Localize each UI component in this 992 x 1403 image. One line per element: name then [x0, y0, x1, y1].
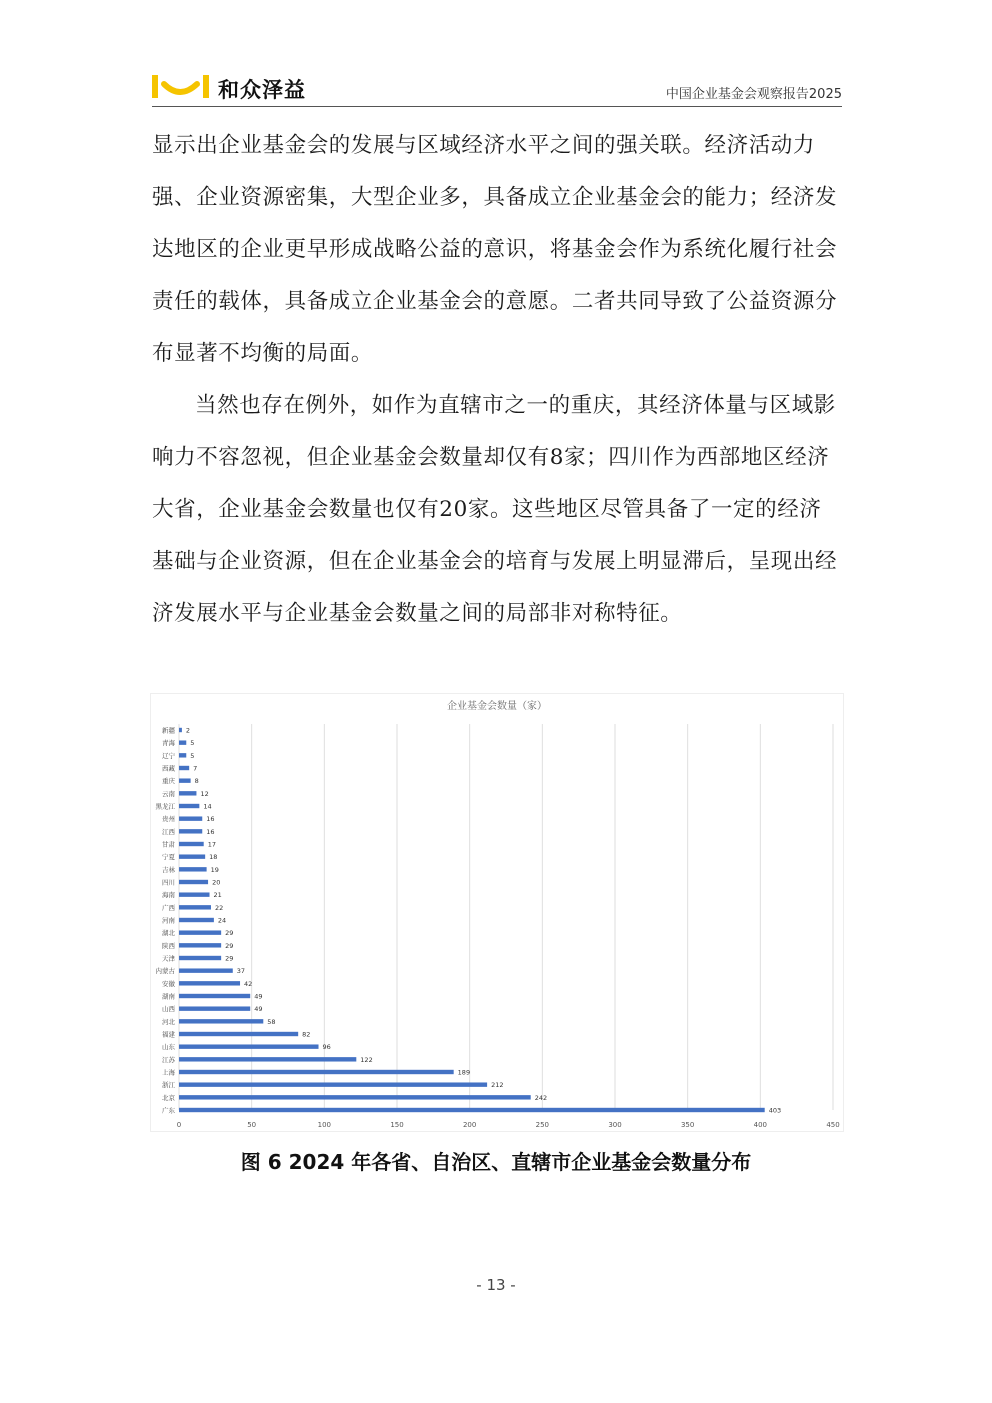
brand-logo [152, 70, 362, 100]
x-tick-label: 400 [753, 1121, 768, 1129]
data-label: 189 [457, 1068, 471, 1077]
bar [179, 753, 186, 757]
y-category-label: 贵州 [162, 815, 175, 824]
bar [179, 968, 233, 972]
y-category-label: 湖北 [162, 929, 175, 938]
x-tick-label: 100 [317, 1121, 332, 1129]
bar [179, 943, 221, 947]
y-category-label: 重庆 [162, 777, 175, 786]
y-category-label: 江苏 [162, 1055, 175, 1064]
bar [179, 854, 205, 858]
bar [179, 804, 199, 808]
x-tick-label: 300 [608, 1121, 622, 1129]
x-tick-label: 50 [247, 1121, 257, 1129]
bar [179, 1082, 487, 1086]
y-category-label: 江西 [162, 827, 175, 836]
y-category-label: 四川 [162, 878, 175, 887]
bar [179, 1070, 454, 1074]
data-label: 16 [206, 827, 215, 836]
bar [179, 791, 196, 795]
y-category-label: 浙江 [162, 1081, 175, 1090]
body-text [152, 120, 842, 640]
data-label: 21 [213, 891, 222, 900]
y-category-label: 青海 [162, 739, 175, 748]
data-label: 29 [225, 929, 234, 938]
data-label: 403 [768, 1106, 782, 1115]
bar [179, 1057, 356, 1061]
bar [179, 728, 182, 732]
chart-title: 企业基金会数量（家） [447, 701, 547, 712]
data-label: 8 [194, 777, 199, 786]
data-label: 18 [209, 853, 218, 862]
y-category-label: 西藏 [162, 764, 175, 773]
y-category-label: 甘肃 [162, 840, 175, 849]
y-category-label: 广西 [162, 903, 175, 912]
y-category-label: 陕西 [162, 941, 175, 950]
y-category-label: 福建 [162, 1030, 175, 1039]
bar [179, 1006, 250, 1010]
data-label: 37 [236, 967, 246, 976]
data-label: 49 [254, 992, 263, 1001]
y-category-label: 海南 [162, 891, 175, 900]
report-title: 中国企业基金会观察报告2025 [665, 87, 842, 102]
y-category-label: 吉林 [162, 865, 175, 874]
y-category-label: 天津 [162, 954, 175, 963]
data-label: 5 [190, 751, 195, 760]
x-tick-label: 0 [176, 1121, 182, 1129]
y-category-label: 河南 [162, 916, 175, 925]
data-label: 20 [212, 878, 221, 887]
y-category-label: 北京 [162, 1093, 175, 1102]
y-category-label: 黑龙江 [155, 802, 175, 811]
bar [179, 918, 214, 922]
paragraph: 当然也存在例外，如作为直辖市之一的重庆，其经济体量与区域影响力不容忽视，但企业基金会数量却仅有8家；四川作为西部地区经济大省，企业基金会数量也仅有20家。这些地区尽管具备了一定的经济基础与企业资源，但在企业基金会的培育与发展上明显滞后，呈现出经济发展水平与企业基金会数量之间的局部非对称特征。 [152, 393, 838, 626]
bar [179, 1019, 263, 1023]
x-tick-label: 150 [390, 1121, 404, 1129]
data-label: 7 [193, 764, 198, 773]
bar [179, 867, 207, 871]
bar [179, 766, 189, 770]
y-category-label: 内蒙古 [155, 967, 175, 976]
bar [179, 1108, 765, 1112]
bar [179, 981, 240, 985]
y-category-label: 河北 [162, 1017, 175, 1026]
bar [179, 892, 210, 896]
bar [179, 829, 202, 833]
data-label: 22 [214, 903, 224, 912]
bar [179, 880, 208, 884]
data-label: 29 [225, 941, 234, 950]
data-label: 82 [302, 1030, 311, 1039]
bar [179, 842, 204, 846]
logo-mark-icon [152, 70, 214, 100]
data-label: 19 [210, 865, 219, 874]
bar [179, 1095, 531, 1099]
y-category-label: 安徽 [162, 979, 175, 988]
figure-caption: 图 6 2024 年各省、自治区、直辖市企业基金会数量分布 [240, 1150, 752, 1174]
data-label: 12 [200, 789, 209, 798]
y-category-label: 云南 [162, 789, 175, 798]
y-category-label: 山西 [162, 1005, 175, 1014]
y-category-label: 广东 [162, 1106, 175, 1115]
bar [179, 1044, 319, 1048]
x-tick-label: 200 [462, 1121, 477, 1129]
data-label: 242 [534, 1093, 548, 1102]
paragraph: 显示出企业基金会的发展与区域经济水平之间的强关联。经济活动力强、企业资源密集，大型企业多，具备成立企业基金会的能力；经济发达地区的企业更早形成战略公益的意识，将基金会作为系统化履行社会责任的载体，具备成立企业基金会的意愿。二者共同导致了公益资源分布显著不均衡的局面。 [152, 133, 838, 366]
bar [179, 740, 186, 744]
bar-chart [150, 693, 844, 1132]
bar [179, 1032, 298, 1036]
data-label: 17 [207, 840, 216, 849]
y-category-label: 新疆 [162, 726, 175, 735]
data-label: 49 [254, 1005, 263, 1014]
bar [179, 994, 250, 998]
page-header [152, 66, 842, 107]
page-number: - 13 - [476, 1276, 516, 1294]
bar [179, 905, 211, 909]
bar [179, 778, 191, 782]
bar [179, 816, 202, 820]
y-category-label: 上海 [162, 1068, 175, 1077]
data-label: 212 [491, 1081, 504, 1090]
x-tick-label: 350 [680, 1121, 695, 1129]
bar [179, 930, 221, 934]
data-label: 42 [244, 979, 253, 988]
y-category-label: 宁夏 [162, 853, 175, 862]
data-label: 16 [206, 815, 215, 824]
y-category-label: 辽宁 [162, 751, 175, 760]
y-category-label: 湖南 [162, 992, 175, 1001]
x-tick-label: 250 [535, 1121, 550, 1129]
chart-canvas [151, 694, 843, 1131]
data-label: 29 [225, 954, 234, 963]
data-label: 96 [322, 1043, 331, 1052]
data-label: 14 [203, 802, 212, 811]
x-tick-label: 450 [826, 1121, 840, 1129]
data-label: 58 [267, 1017, 276, 1026]
y-category-label: 山东 [162, 1043, 175, 1052]
data-label: 5 [190, 739, 195, 748]
data-label: 122 [360, 1055, 373, 1064]
data-label: 2 [185, 726, 191, 735]
brand-name: 和众泽益 [218, 78, 306, 102]
data-label: 24 [217, 916, 227, 925]
bar [179, 956, 221, 960]
